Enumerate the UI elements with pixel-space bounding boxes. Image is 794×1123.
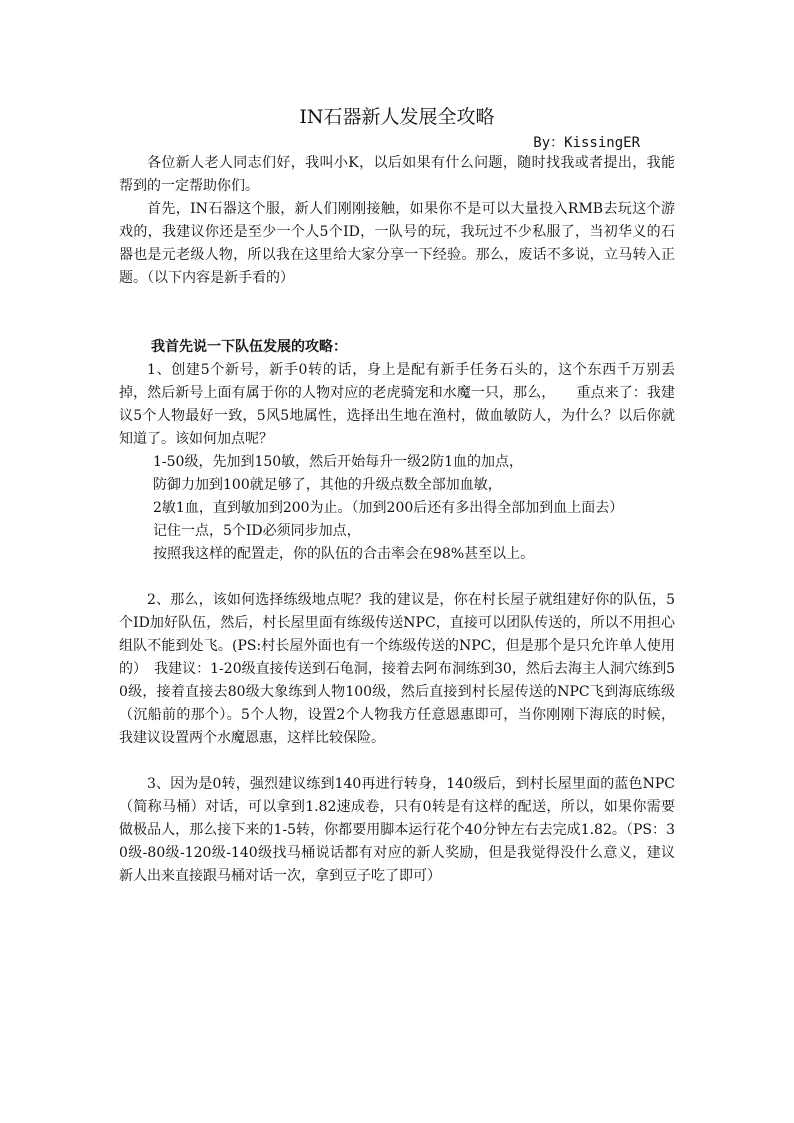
intro-paragraph-1: 各位新人老人同志们好，我叫小K，以后如果有什么问题，随时找我或者提出，我能帮到的一定帮助你们。 xyxy=(119,155,675,194)
point-1-paragraph: 1、创建5个新号，新手0转的话，身上是配有新手任务石头的，这个东西千万别丢掉，然后新号上面有属于你的人物对应的老虎骑宠和水魔一只，那么， 重点来了：我建议5个人物最好一致，5风5地属性，选择出生地在渔村，做血敏防人，为什么？以后你就知道了。该如何加点呢？ xyxy=(119,362,675,447)
document-title: IN石器新人发展全攻略 xyxy=(299,106,495,128)
spacer xyxy=(119,313,675,336)
point-1-list-item: 记住一点，5个ID必须同步加点， xyxy=(153,523,361,539)
spacer xyxy=(119,750,675,773)
document-page xyxy=(119,100,675,888)
author-byline: By：KissingER xyxy=(533,135,640,151)
point-3-paragraph: 3、因为是0转，强烈建议练到140再进行转身，140级后，到村长屋里面的蓝色NPC（简称马桶）对话，可以拿到1.82速成卷，只有0转是有这样的配送，所以，如果你需要做极品人，那么接下来的1-5转，你都要用脚本运行花个40分钟左右去完成1.82。（PS：30级-80级-120级-140级找马桶说话都有对应的新人奖励，但是我觉得没什么意义，建议新人出来直接跟马桶对话一次，拿到豆子吃了即可） xyxy=(119,776,675,884)
point-1-list-item: 按照我这样的配置走，你的队伍的合击率会在98%甚至以上。 xyxy=(153,546,535,562)
point-1-list-item: 1-50级，先加到150敏，然后开始每升一级2防1血的加点， xyxy=(153,454,523,470)
point-2-paragraph: 2、那么，该如何选择练级地点呢？我的建议是，你在村长屋子就组建好你的队伍，5个ID加好队伍，然后，村长屋里面有练级传送NPC，直接可以团队传送的，所以不用担心组队不能到处飞。(PS:村长屋外面也有一个练级传送的NPC，但是那个是只允许单人使用的） 我建议：1-20级直接传送到石龟洞，接着去阿布洞练到30，然后去海主人洞穴练到50级，接着直接去80级大象练到人物100级，然后直接到村长屋传送的NPC飞到海底练级（沉船前的那个）。5个人物，设置2个人物我方任意恩惠即可，当你刚刚下海底的时候，我建议设置两个水魔恩惠，这样比较保险。 xyxy=(119,592,675,746)
intro-paragraph-2: 首先，IN石器这个服，新人们刚刚接触，如果你不是可以大量投入RMB去玩这个游戏的，我建议你还是至少一个人5个ID，一队号的玩，我玩过不少私服了，当初华义的石器也是元老级人物，所以我在这里给大家分享一下经验。那么，废话不多说，立马转入正题。（以下内容是新手看的） xyxy=(119,201,675,286)
point-1-list-item: 2敏1血，直到敏加到200为止。（加到200后还有多出得全部加到血上面去） xyxy=(153,500,624,516)
point-1-list-item: 防御力加到100就足够了，其他的升级点数全部加血敏， xyxy=(153,477,502,493)
spacer xyxy=(119,290,675,313)
spacer xyxy=(119,566,675,589)
section-heading: 我首先说一下队伍发展的攻略： xyxy=(151,339,347,355)
